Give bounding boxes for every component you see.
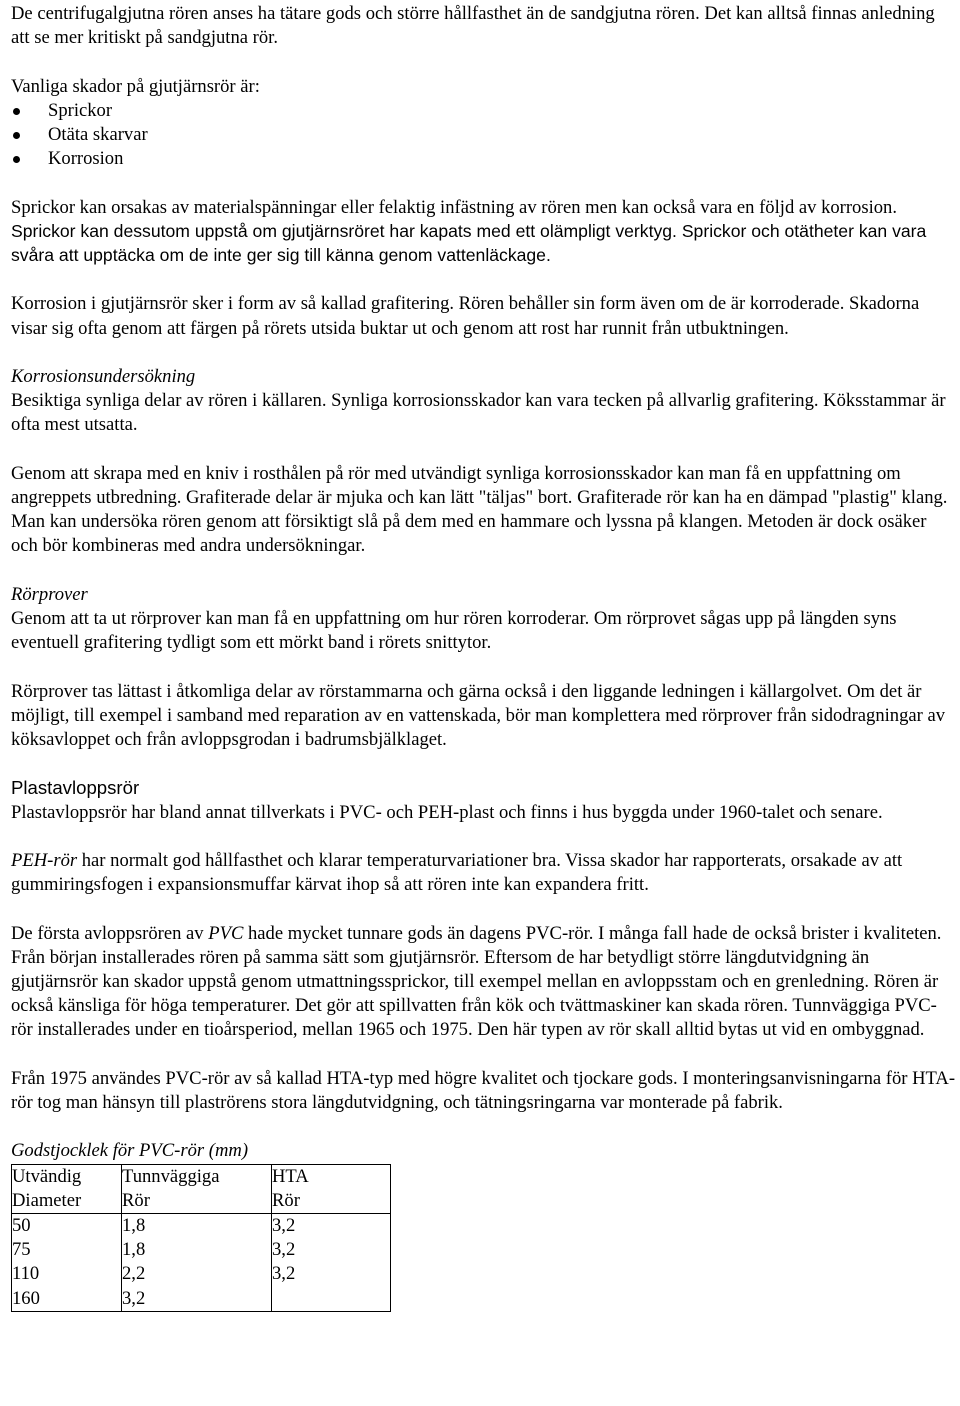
heading-korrosionsundersokning: Korrosionsundersökning: [11, 365, 196, 387]
heading-rorprover: Rörprover: [11, 583, 88, 605]
table-cell: 160: [12, 1287, 40, 1309]
bullet-icon: [13, 156, 20, 163]
document-page: [11, 2, 956, 1312]
table-cell: 2,2: [122, 1263, 146, 1285]
list-item: Otäta skarvar: [11, 123, 956, 147]
paragraph-samples-where: Rörprover tas lättast i åtkomliga delar av rörstammarna och gärna också i den liggande ledningen i källargolvet. Om det är möjligt, till exempel i samband med reparation av en vattenskada, bör man komplettera med rörprover från sidodragningar av köksavloppet och från avloppsgrodan i badrumsbjälklaget.: [11, 680, 946, 750]
table-cell: 3,2: [122, 1287, 146, 1309]
paragraph-cracks: [11, 196, 956, 269]
pvc-term: PVC: [208, 922, 244, 944]
heading-plastavloppsror: Plastavloppsrör: [11, 777, 140, 799]
table-cell: 3,2: [272, 1263, 296, 1285]
paragraph-pvc: De första avloppsrören av PVC hade mycket tunnare gods än dagens PVC-rör. I många fall hade de också brister i kvaliteten. Från början installerades rören på samma sätt som gjutjärnsrör. Eftersom de har betydligt större längdutvidgning än gjutjärnsrör kan skador uppstå genom utmattningssprickor, till exempel mellan en avloppsstam och en grenledning. Rören är också känsliga för höga temperaturer. Det gör att spillvatten från kök och tvättmaskiner kan skada rören. Tunnväggiga PVC-rör installerades under en tioårsperiod, mellan 1965 och 1975. Den här typen av rör skall alltid bytas ut vid en ombyggnad.: [11, 922, 942, 1041]
table-cell: 75: [12, 1239, 31, 1261]
header-cell-hta: HTA Rör: [272, 1164, 391, 1213]
paragraph-corrosion: Korrosion i gjutjärnsrör sker i form av så kallad grafitering. Rören behåller sin form även om de är korroderade. Skadorna visar sig ofta genom att färgen på rörets utsida buktar ut och genom att rost har runnit från utbuktningen.: [11, 293, 920, 339]
bullet-icon: [13, 132, 20, 139]
paragraph-hta: Från 1975 användes PVC-rör av så kallad HTA-typ med högre kvalitet och tjockare gods. I monteringsanvisningarna för HTA-rör tog man hänsyn till plaströrens stora längdutvidgning, och tätningsringarna var monterade på fabrik.: [11, 1067, 956, 1113]
list-item: Sprickor: [11, 99, 956, 123]
paragraph-samples: Genom att ta ut rörprover kan man få en uppfattning om hur rören korroderar. Om rörprovet sågas upp på längden syns eventuell grafitering tydligt som ett mörkt band i rörets snittytor.: [11, 607, 897, 654]
table-cell: [272, 1287, 388, 1311]
paragraph-peh: PEH-rör har normalt god hållfasthet och klarar temperaturvariationer bra. Vissa skador har rapporterats, orsakade av att gummiringsfogen i expansionsmuffar kärvat ihop så att rören inte kan expandera fritt.: [11, 849, 903, 896]
damage-intro: Vanliga skador på gjutjärnsrör är:: [11, 75, 260, 97]
cracks-text-serif: Sprickor kan orsakas av materialspänningar eller felaktig infästning av rören men kan också vara en följd av korrosion.: [11, 196, 897, 218]
table-row: [12, 1213, 391, 1311]
header-cell-diameter: Utvändig Diameter: [12, 1164, 122, 1213]
table-caption: Godstjocklek för PVC-rör (mm): [11, 1140, 249, 1162]
list-item: Korrosion: [11, 147, 956, 171]
header-cell-thin: Tunnväggiga Rör: [122, 1164, 272, 1213]
paragraph-plastic: Plastavloppsrör har bland annat tillverkats i PVC- och PEH-plast och finns i hus byggda under 1960-talet och senare.: [11, 801, 883, 823]
table-cell: 1,8: [122, 1214, 146, 1236]
table-cell: 50: [12, 1214, 31, 1236]
paragraph-scrape: Genom att skrapa med en kniv i rosthålen på rör med utvändigt synliga korrosionsskador kan man få en uppfattning om angreppets utbredning. Grafiterade delar är mjuka och kan lätt "täljas" bort. Grafiterade rör kan ha en dämpad "plastig" klang. Man kan undersöka rören genom att försiktigt slå på dem med en hammare och lyssna på klangen. Metoden är dock osäker och bör kombineras med andra undersökningar.: [11, 462, 948, 557]
damage-list: [11, 99, 956, 172]
table-cell: 3,2: [272, 1239, 296, 1261]
table-cell: 110: [12, 1263, 40, 1285]
bullet-icon: [13, 108, 20, 115]
table-header-row: [12, 1164, 391, 1213]
table-cell: 3,2: [272, 1214, 296, 1236]
cracks-text-sans: Sprickor kan dessutom uppstå om gjutjärnsröret har kapats med ett olämpligt verktyg. Sprickor och otätheter kan vara svåra att upptäcka om de inte ger sig till känna genom vattenläckage.: [11, 220, 927, 265]
paragraph-inspect: Besiktiga synliga delar av rören i källaren. Synliga korrosionsskador kan vara tecken på allvarlig grafitering. Köksstammar är ofta mest utsatta.: [11, 390, 946, 436]
paragraph-centrifugal: De centrifugalgjutna rören anses ha tätare gods och större hållfasthet än de sandgjutna rören. Det kan alltså finnas anledning att se mer kritiskt på sandgjutna rör.: [11, 3, 935, 49]
table-cell: 1,8: [122, 1239, 146, 1261]
peh-term: PEH-rör: [11, 849, 78, 871]
thickness-table: [11, 1164, 391, 1312]
